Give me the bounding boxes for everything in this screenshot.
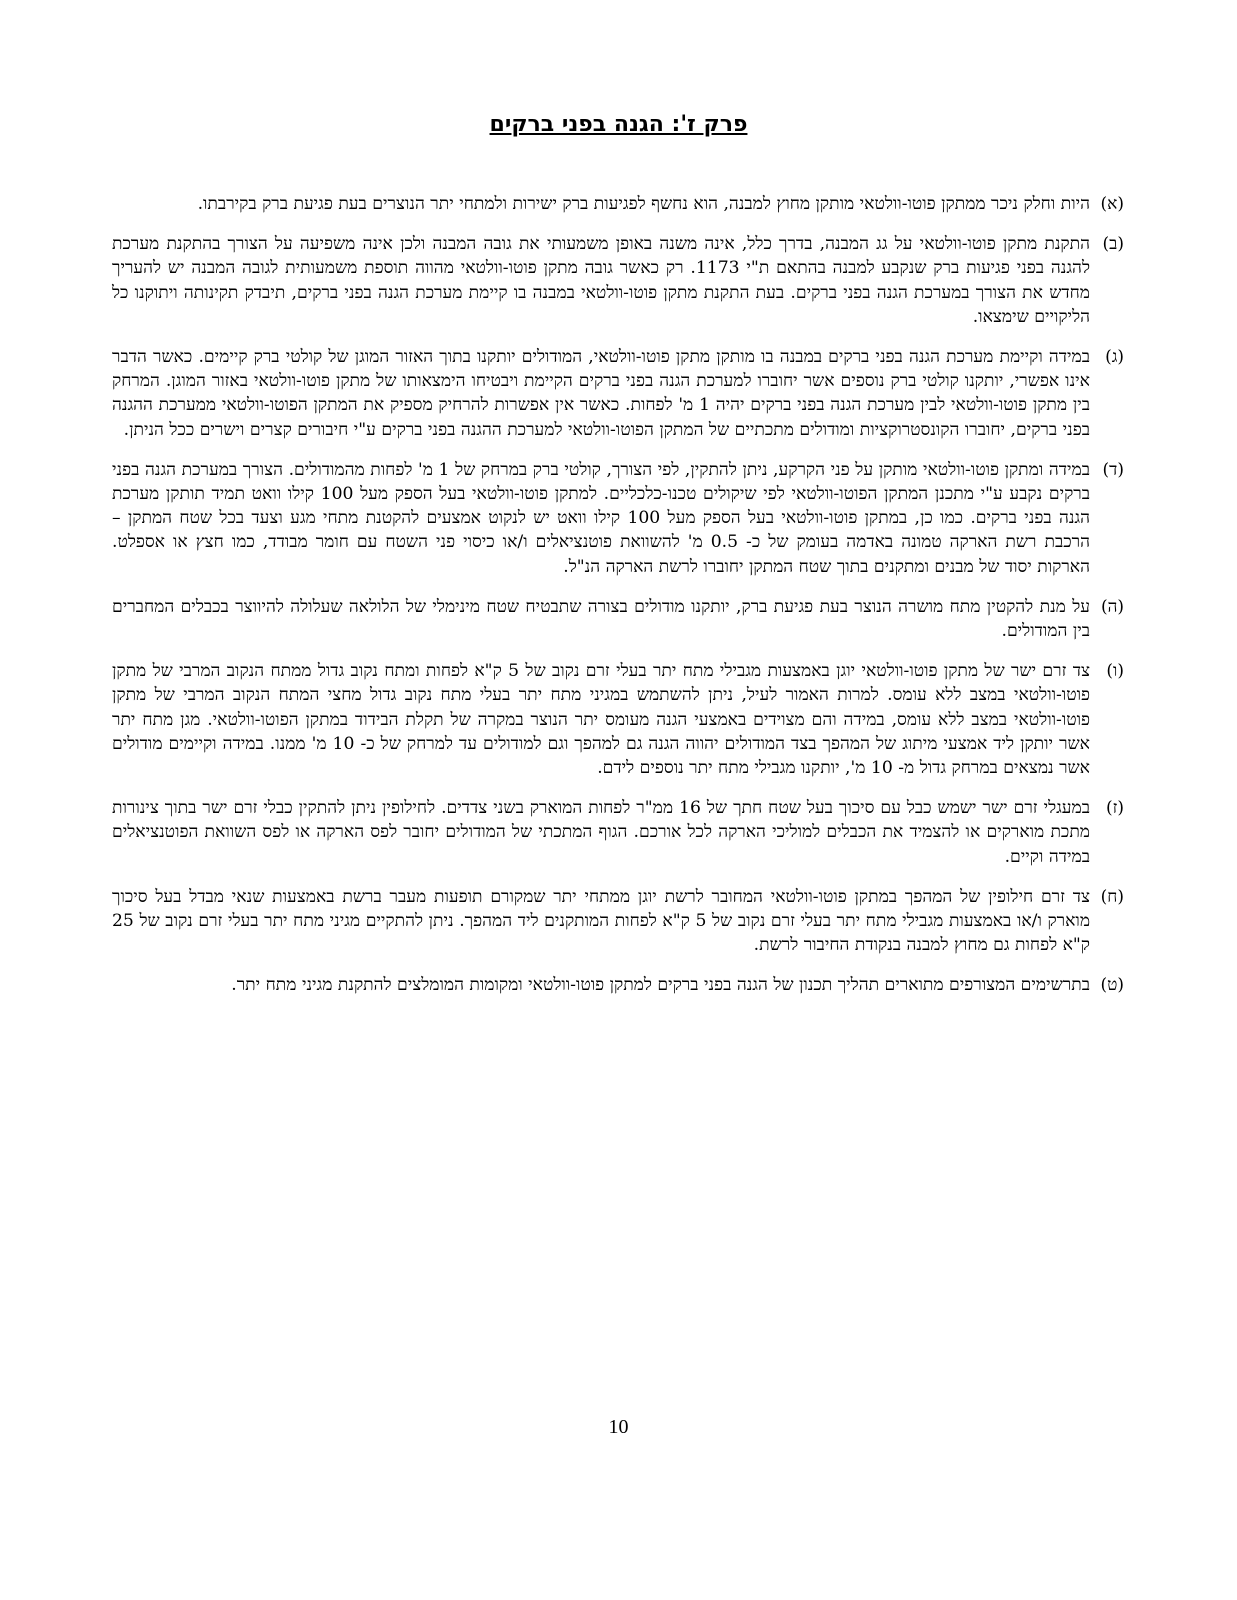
paragraph-g <box>112 796 1124 869</box>
paragraph-e <box>112 595 1124 643</box>
paragraph-text: בתרשימים המצורפים מתוארים תהליך תכנון של הגנה בפני ברקים למתקן פוטו-וולטאי ומקומות המומלצים להתקנת מגיני מתח יתר. <box>231 975 1090 996</box>
paragraph-f <box>112 659 1124 780</box>
chapter-title: פרק ז': הגנה בפני ברקים <box>489 112 748 137</box>
paragraph-d <box>112 458 1124 579</box>
paragraph-marker: (א) <box>1100 194 1124 214</box>
paragraph-text: במעגלי זרם ישר ישמש כבל עם סיכוך בעל שטח חתך של 16 ממ"ר לפחות המוארק בשני צדדים. לחילופין ניתן להתקין כבלי זרם ישר בתוך צינורות מתכת מוארקים או להצמיד את הכבלים למוליכי הארקה לכל אורכם. הגוף המתכתי של המודולים יחובר לפס הארקה או לפס השוואת הפוטנציאלים במידה וקיים. <box>112 798 1091 867</box>
paragraph-marker: (ו) <box>1106 661 1124 682</box>
paragraph-c <box>112 345 1124 442</box>
paragraph-marker: (ד) <box>1102 459 1124 480</box>
paragraph-list <box>112 192 1124 1014</box>
paragraph-text: במידה וקיימת מערכת הגנה בפני ברקים במבנה בו מותקן מתקן פוטו-וולטאי, המודולים יותקנו בתוך האזור המוגן של קולטי ברק קיימים. כאשר הדבר אינו אפשרי, יותקנו קולטי ברק נוספים אשר יחוברו למערכת הגנה בפני ברקים הקיימת ויבטיחו הימצאותו של מתקן פוטו-וולטאי באזור המוגן. המרחק בין מתקן פוטו-וולטאי לבין מערכת הגנה בפני ברקים יהיה 1 מ' לפחות. כאשר אין אפשרות להרחיק מספיק את המתקן הפוטו-וולטאי ממערכת ההגנה בפני ברקים, יחוברו הקונסטרוקציות ומודולים מתכתיים של המתקן הפוטו-וולטאי למערכת ההגנה בפני ברקים ע"י חיבורים קצרים וישרים ככל הניתן. <box>112 347 1090 440</box>
paragraph-marker: (ז) <box>1105 798 1124 819</box>
paragraph-text: במידה ומתקן פוטו-וולטאי מותקן על פני הקרקע, ניתן להתקין, לפי הצורך, קולטי ברק במרחק של 1 מ' לפחות מהמודולים. הצורך במערכת הגנה בפני ברקים נקבע ע"י מתכנן המתקן הפוטו-וולטאי לפי שיקולים טכנו-כלכליים. למתקן פוטו-וולטאי בעל הספק מעל 100 קילו וואט תמיד תותקן מערכת הגנה בפני ברקים. כמו כן, במתקן פוטו-וולטאי בעל הספק מעל 100 קילו וואט יש לנקוט אמצעים להקטנת מתחי מגע וצעד בכל שטח המתקן – הרכבת רשת הארקה טמונה באדמה בעומק של כ- 0.5 מ' להשוואת פוטנציאלים ו/או כיסוי פני השטח עם חומר מבודד, כמו חצץ או אספלט. הארקות יסוד של מבנים ומתקנים בתוך שטח המתקן יחוברו לרשת הארקה הנ"ל. <box>112 459 1091 577</box>
paragraph-marker: (ה) <box>1100 596 1124 617</box>
paragraph-h <box>112 885 1124 958</box>
paragraph-marker: (ח) <box>1100 886 1124 907</box>
paragraph-text: על מנת להקטין מתח מושרה הנוצר בעת פגיעת ברק, יותקנו מודולים בצורה שתבטיח שטח מינימלי של הלולאה שעלולה להיווצר בכבלים המחברים בין המודולים. <box>112 596 1090 642</box>
paragraph-a <box>112 192 1124 216</box>
paragraph-marker: (ג) <box>1105 347 1124 368</box>
paragraph-i <box>112 973 1124 997</box>
paragraph-marker: (ב) <box>1102 234 1124 255</box>
paragraph-text: התקנת מתקן פוטו-וולטאי על גג המבנה, בדרך כלל, אינה משנה באופן משמעותי את גובה המבנה ולכן אינה משפיעה על הצורך בהתקנת מערכת להגנה בפני פגיעות ברק שנקבע למבנה בהתאם ת"י 1173. רק כאשר גובה מתקן פוטו-וולטאי מהווה תוספת משמעותית לגובה המבנה יש להעריך מחדש את הצורך במערכת הגנה בפני ברקים. בעת התקנת מתקן פוטו-וולטאי במבנה בו קיימת מערכת הגנה בפני ברקים, תיבדק תקינותה ויתוקנו כל הליקויים שימצאו. <box>112 234 1090 327</box>
paragraph-text: צד זרם חילופין של המהפך במתקן פוטו-וולטאי המחובר לרשת יוגן ממתחי יתר שמקורם תופעות מעבר ברשת באמצעות שנאי מבדל בעל סיכוך מוארק ו/או באמצעות מגבילי מתח יתר בעלי זרם נקוב של 5 ק"א לפחות המותקנים ליד המהפך. ניתן להתקיים מגיני מתח יתר בעלי זרם נקוב של 25 ק"א לפחות גם מחוץ למבנה בנקודת החיבור לרשת. <box>112 886 1091 956</box>
paragraph-text: היות וחלק ניכר ממתקן פוטו-וולטאי מותקן מחוץ למבנה, הוא נחשף לפגיעות ברק ישירות ולמתחי יתר הנוצרים בעת פגיעת ברק בקירבתו. <box>197 194 1090 214</box>
paragraph-text: צד זרם ישר של מתקן פוטו-וולטאי יוגן באמצעות מגבילי מתח יתר בעלי זרם נקוב של 5 ק"א לפחות ומתח נקוב גדול ממתח הנקוב המרבי של מתקן פוטו-וולטאי במצב ללא עומס. למרות האמור לעיל, ניתן להשתמש במגיני מתח יתר בעלי מתח נקוב גדול מחצי המתח הנקוב המרבי של מתקן פוטו-וולטאי במצב ללא עומס, במידה והם מצוידים באמצעי הגנה מעומס יתר הנוצר במקרה של תקלת הבידוד במתקן הפוטו-וולטאי. מגן מתח יתר אשר יותקן ליד אמצעי מיתוג של המהפך בצד המודולים יהווה הגנה גם למהפך וגם למודולים עד למרחק של כ- 10 מ' ממנו. במידה וקיימים מודולים אשר נמצאים במרחק גדול מ- 10 מ', יותקנו מגבילי מתח יתר נוספים לידם. <box>112 661 1090 779</box>
paragraph-b <box>112 232 1124 329</box>
page-number: 10 <box>608 1416 629 1438</box>
paragraph-marker: (ט) <box>1100 975 1124 996</box>
